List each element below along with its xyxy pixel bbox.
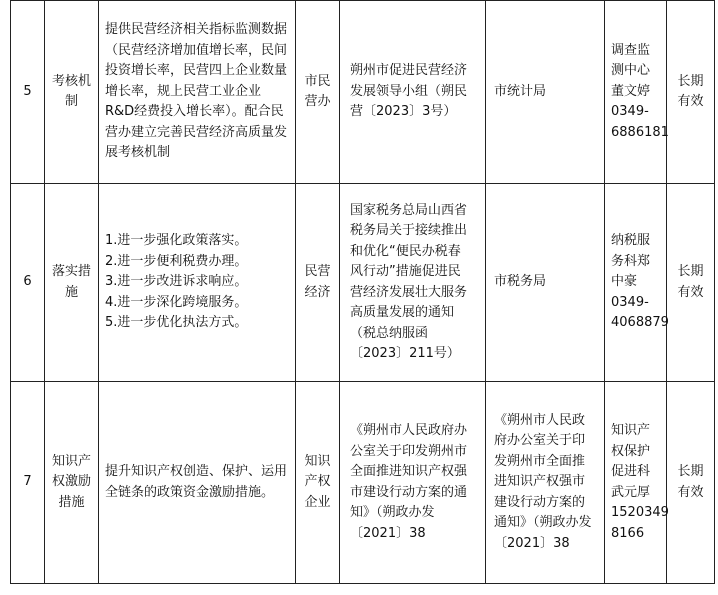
- list-item: 4.进一步深化跨境服务。: [105, 294, 248, 310]
- content-cell: 提供民营经济相关指标监测数据（民营经济增加值增长率，民间投资增长率，民营四上企业数量增长率，规上民营工业企业R&D经费投入增长率）。配合民营办建立完善民营经济高质量发展考核机制: [99, 1, 296, 184]
- contact-cell: 调查监测中心董文婷0349-6886181: [605, 1, 667, 184]
- table-row: [11, 1, 715, 184]
- department-cell: 市统计局: [486, 1, 605, 184]
- list-item: 3.进一步改进诉求响应。: [105, 274, 248, 290]
- basis-cell: 国家税务总局山西省税务局关于接续推出和优化“便民办税春风行动”措施促进民营经济发展壮大服务高质量发展的通知（税总纳服函〔2023〕211号）: [340, 184, 486, 382]
- content-cell: [99, 184, 296, 382]
- row-number: 6: [11, 184, 45, 382]
- validity-cell: 长期有效: [667, 1, 715, 184]
- list-item: 2.进一步便利税费办理。: [105, 253, 248, 269]
- lead-cell: 市民营办: [296, 1, 340, 184]
- validity-cell: 长期有效: [667, 184, 715, 382]
- lead-cell: 知识产权企业: [296, 382, 340, 584]
- table-row: [11, 382, 715, 584]
- content-cell: 提升知识产权创造、保护、运用全链条的政策资金激励措施。: [99, 382, 296, 584]
- category-cell: 知识产权激励措施: [45, 382, 99, 584]
- contact-cell: 知识产权保护促进科武元厚1520349 8166: [605, 382, 667, 584]
- row-number: 7: [11, 382, 45, 584]
- row-number: 5: [11, 1, 45, 184]
- basis-cell: 朔州市促进民营经济发展领导小组（朔民营〔2023〕3号）: [340, 1, 486, 184]
- validity-cell: 长期有效: [667, 382, 715, 584]
- lead-cell: 民营经济: [296, 184, 340, 382]
- department-cell: 《朔州市人民政府办公室关于印发朔州市全面推进知识产权强市建设行动方案的通知》（朔政办发〔2021〕38: [486, 382, 605, 584]
- policy-table: [10, 0, 715, 584]
- category-cell: 落实措施: [45, 184, 99, 382]
- category-cell: 考核机制: [45, 1, 99, 184]
- list-item: 1.进一步强化政策落实。: [105, 233, 248, 249]
- department-cell: 市税务局: [486, 184, 605, 382]
- list-item: 5.进一步优化执法方式。: [105, 315, 248, 331]
- measure-list: [105, 231, 289, 334]
- basis-cell: 《朔州市人民政府办公室关于印发朔州市全面推进知识产权强市建设行动方案的通知》（朔政办发〔2021〕38: [340, 382, 486, 584]
- table-row: [11, 184, 715, 382]
- contact-cell: 纳税服务科郑中豪0349-4068879: [605, 184, 667, 382]
